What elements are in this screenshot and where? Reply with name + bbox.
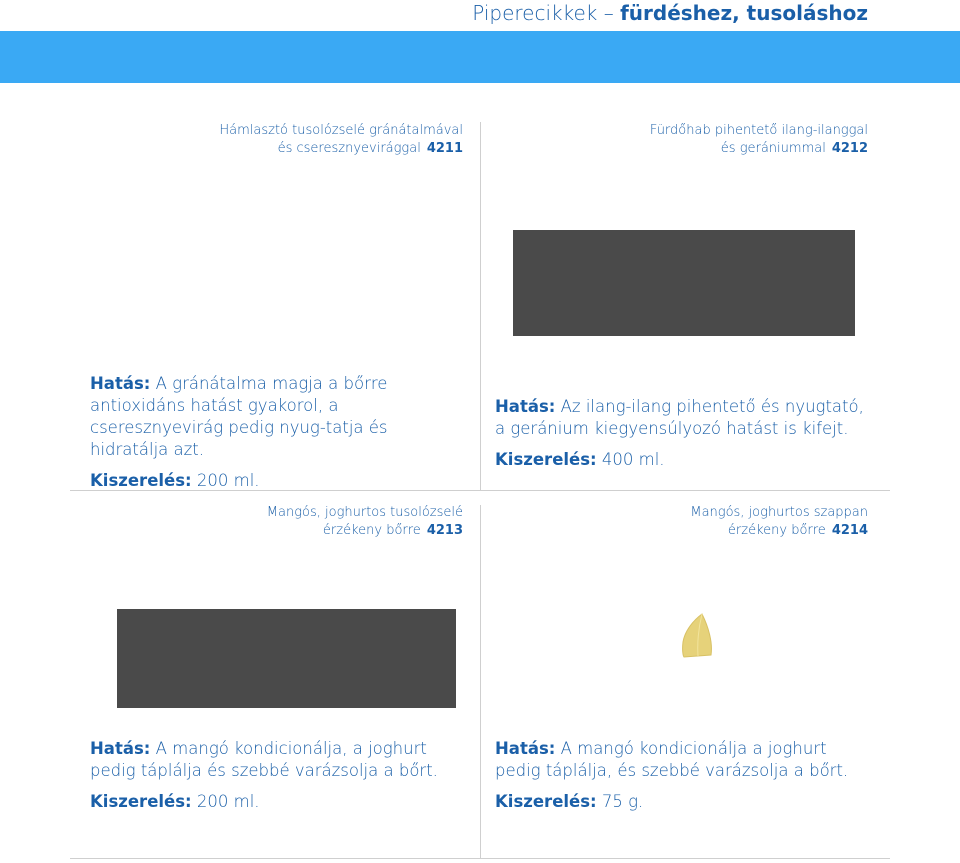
product-name-line1: Mangós, joghurtos tusolózselé: [266, 505, 463, 520]
size-label: Kiszerelés:: [495, 792, 597, 811]
size-label: Kiszerelés:: [495, 450, 597, 469]
bottom-rule: [70, 858, 890, 859]
size-line: [495, 791, 875, 813]
size-value: 200 ml.: [196, 792, 260, 811]
product-description-4213: [90, 738, 470, 813]
size-line: [495, 449, 875, 471]
product-image-4212: [513, 230, 855, 336]
effect-label: Hatás:: [90, 374, 151, 393]
effect-label: Hatás:: [495, 397, 556, 416]
effect-text: A mangó kondicionálja a joghurt pedig táplálja, és szebbé varázsolja a bőrt.: [495, 739, 849, 780]
page-title: [472, 0, 868, 32]
product-name-line2: és cseresznyevirággal: [277, 141, 421, 156]
header-band: [0, 31, 960, 83]
product-image-4213: [117, 609, 456, 708]
effect-text: Az ilang-ilang pihentető és nyugtató, a geránium kiegyensúlyozó hatást is kifejt.: [495, 397, 864, 438]
product-name-line1: Hámlasztó tusolózselé gránátalmával: [219, 123, 463, 138]
size-line: [90, 470, 470, 492]
column-divider-bottom: [480, 505, 481, 859]
effect-text: A gránátalma magja a bőrre antioxidáns hatást gyakorol, a cseresznyevirág pedig nyug-tatja és hidratálja azt.: [90, 374, 388, 459]
product-caption-4212: [650, 122, 868, 158]
product-code: 4211: [426, 141, 463, 156]
size-value: 200 ml.: [196, 471, 260, 490]
product-description-4211: [90, 373, 470, 492]
product-name-line1: Fürdőhab pihentető ilang-ilanggal: [649, 123, 868, 138]
size-value: 75 g.: [601, 792, 644, 811]
size-line: [90, 791, 470, 813]
soap-image-4214: [680, 612, 714, 658]
product-code: 4214: [831, 523, 868, 538]
product-name-line2: érzékeny bőrre: [322, 523, 421, 538]
product-name-line1: Mangós, joghurtos szappan: [690, 505, 868, 520]
product-caption-4211: [219, 122, 463, 158]
product-caption-4214: [690, 504, 868, 540]
effect-label: Hatás:: [90, 739, 151, 758]
product-code: 4212: [831, 141, 868, 156]
product-code: 4213: [426, 523, 463, 538]
effect-text: A mangó kondicionálja, a joghurt pedig táplálja és szebbé varázsolja a bőrt.: [90, 739, 438, 780]
category-title: Piperecikkek: [472, 1, 598, 25]
product-caption-4213: [267, 504, 463, 540]
title-dash: –: [603, 1, 614, 25]
product-description-4212: [495, 396, 875, 471]
size-label: Kiszerelés:: [90, 792, 192, 811]
product-description-4214: [495, 738, 875, 813]
size-label: Kiszerelés:: [90, 471, 192, 490]
product-name-line2: és gerániummal: [720, 141, 826, 156]
effect-label: Hatás:: [495, 739, 556, 758]
product-name-line2: érzékeny bőrre: [727, 523, 826, 538]
size-value: 400 ml.: [601, 450, 665, 469]
column-divider-top: [480, 122, 481, 490]
category-subtitle: fürdéshez, tusoláshoz: [620, 1, 868, 25]
